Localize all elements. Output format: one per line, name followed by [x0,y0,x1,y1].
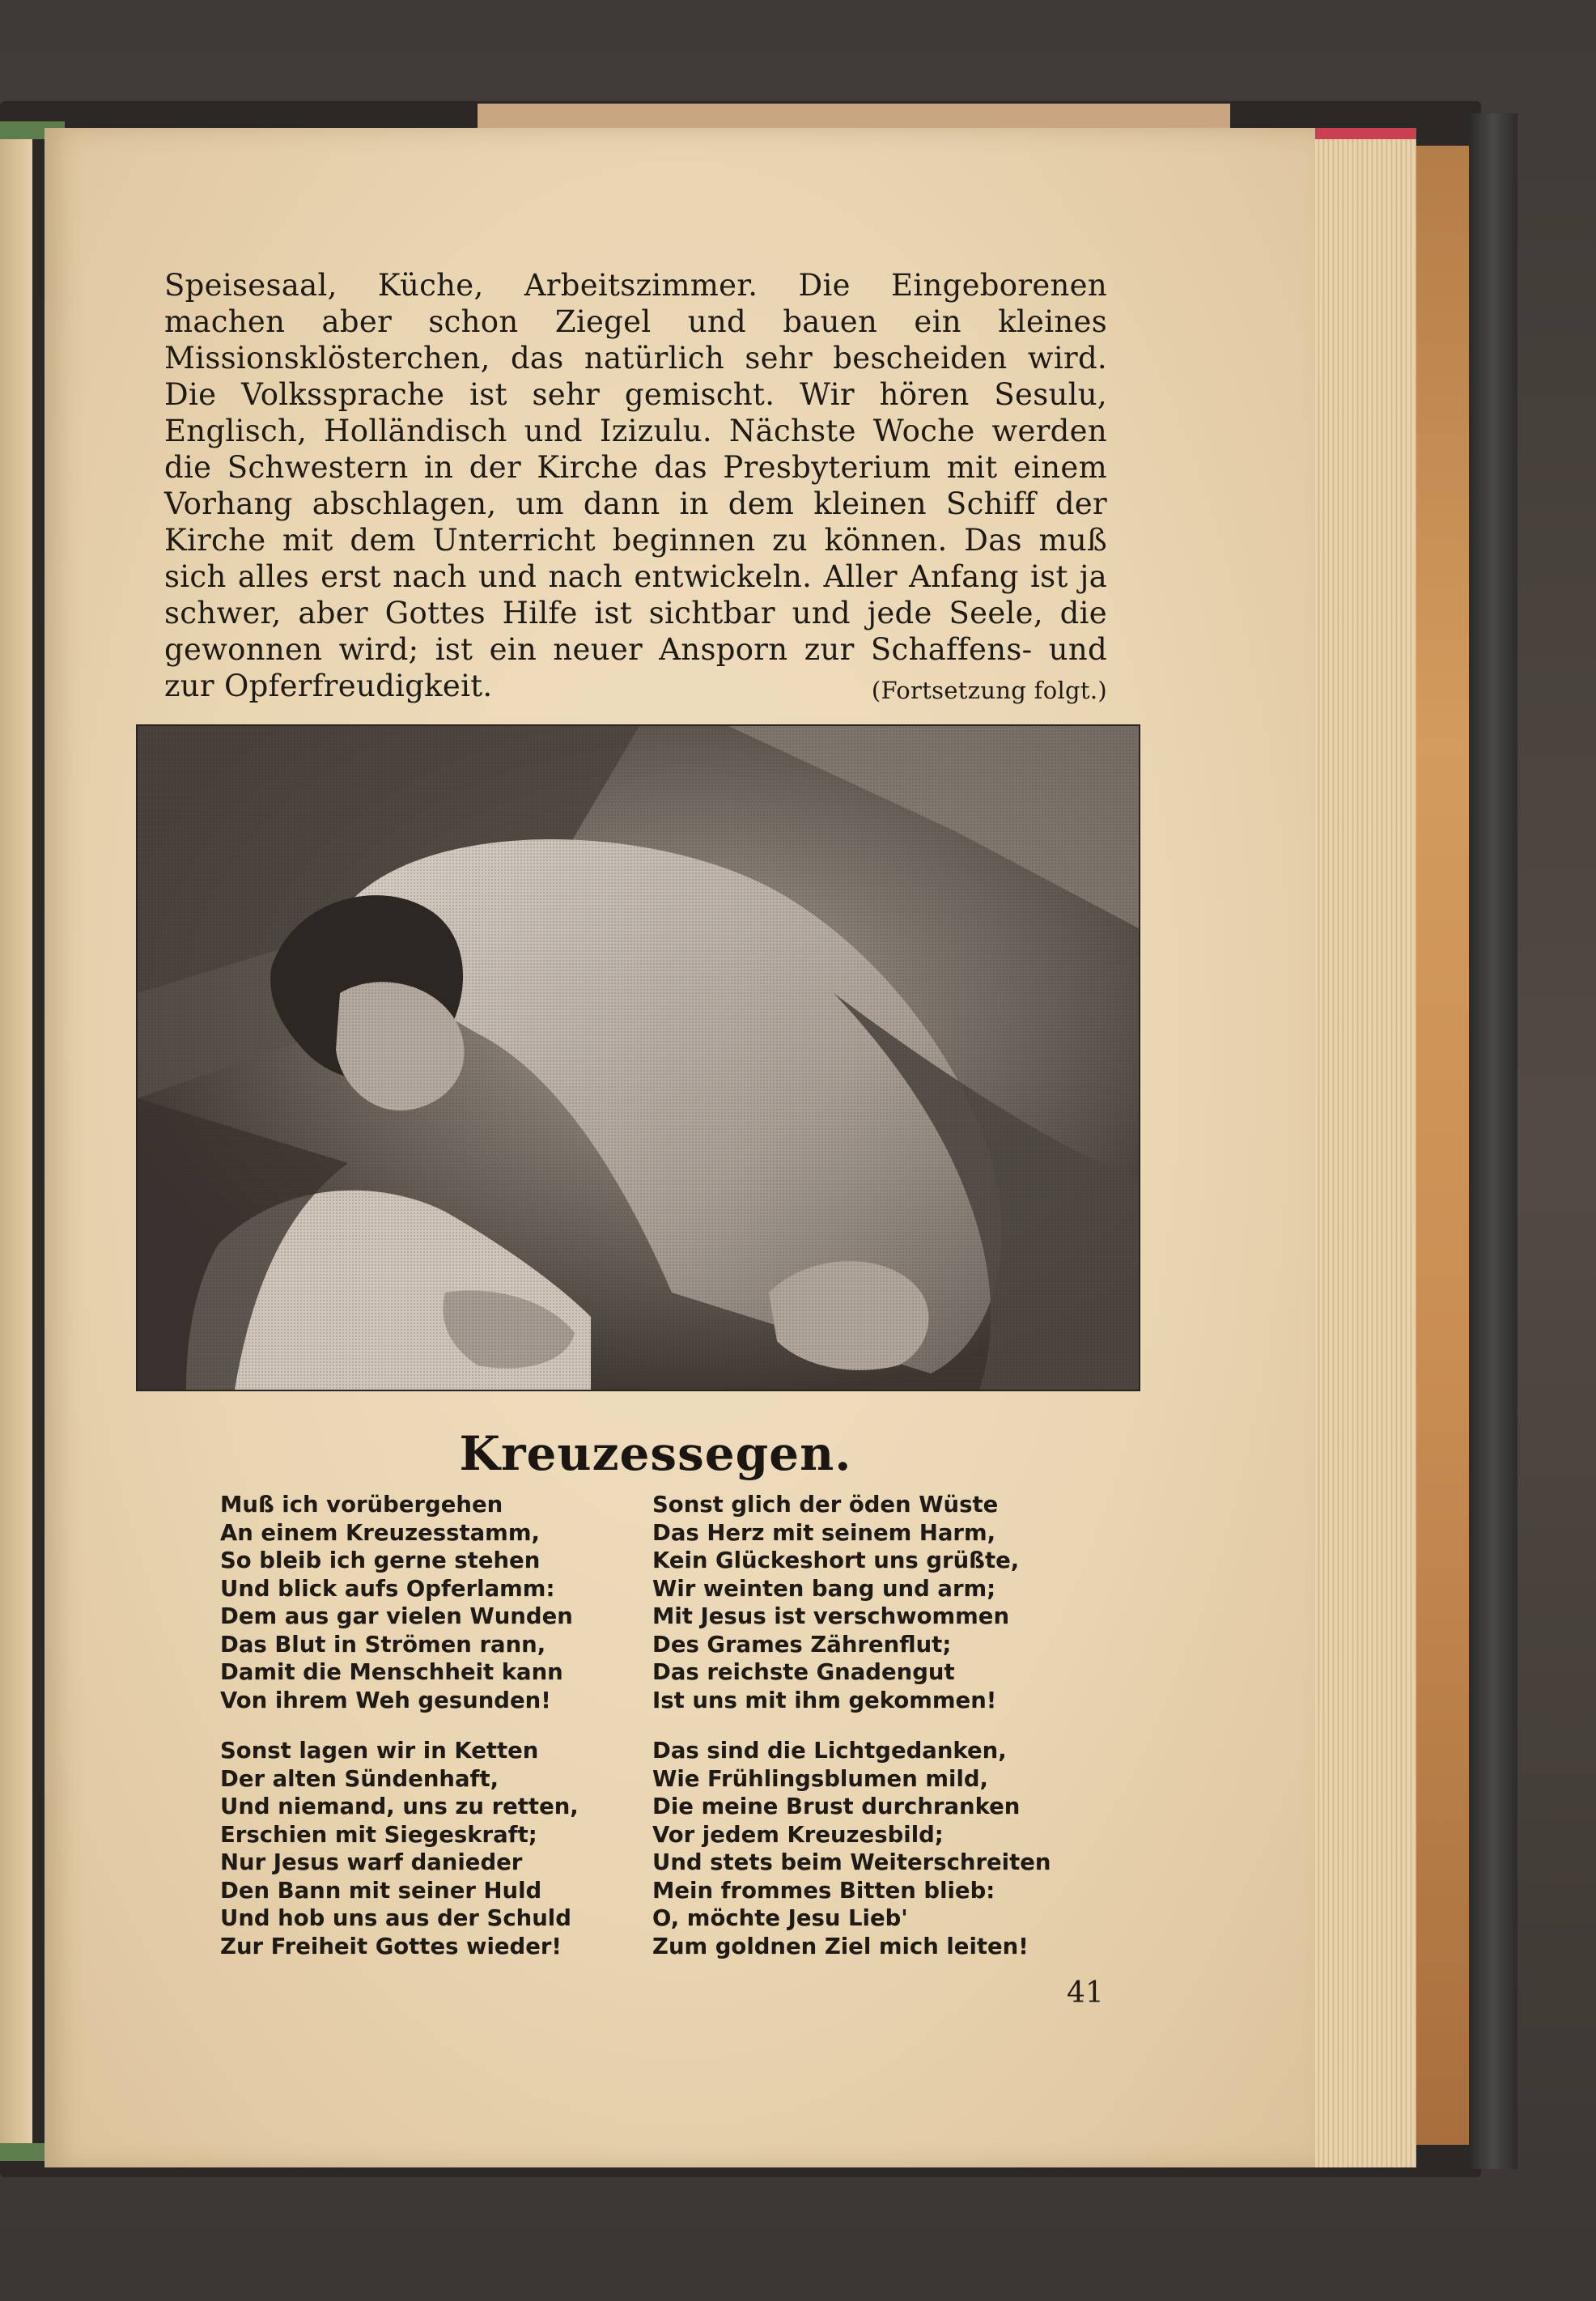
illustration-christ-praying [136,724,1140,1391]
halftone-illustration [138,726,1139,1390]
poem-line: Mein frommes Bitten blieb: [652,1877,995,1904]
poem-line: So bleib ich gerne stehen [220,1547,541,1573]
marbled-endpaper [1416,146,1469,2145]
poem-title: Kreuzessegen. [459,1426,852,1481]
halftone-screen [138,726,1139,1390]
poem-line: Dem aus gar vielen Wunden [220,1603,573,1629]
facing-page-edge [0,121,32,2161]
article-continuation [164,267,1107,709]
red-page-edge [1315,128,1416,139]
poem-line: Damit die Menschheit kann [220,1659,563,1685]
poem-line: Die meine Brust durchranken [652,1794,1021,1819]
poem-line: An einem Kreuzesstamm, [220,1519,540,1546]
poem-line: Den Bann mit seiner Huld [220,1877,542,1904]
poem-stanza-3 [220,1737,579,1960]
poem-line: Zum goldnen Ziel mich leiten! [652,1933,1029,1959]
poem-line: Und stets beim Weiterschreiten [652,1849,1051,1875]
poem-line: Und niemand, uns zu retten, [220,1794,579,1819]
poem-line: Zur Freiheit Gottes wieder! [220,1933,562,1959]
page-number: 41 [1067,1976,1104,2010]
poem-line: Das sind die Lichtgedanken, [652,1738,1007,1764]
poem-line: Von ihrem Weh gesunden! [220,1687,551,1713]
poem-line: Des Grames Zährenflut; [652,1631,952,1658]
poem-stanza-1 [220,1491,573,1714]
article-paragraph [164,267,1107,704]
poem-line: Sonst glich der öden Wüste [652,1492,999,1518]
poem-line: Kein Glückeshort uns grüßte, [652,1547,1020,1573]
poem-line: Nur Jesus warf danieder [220,1849,523,1875]
poem-line: Wie Frühlingsblumen mild, [652,1765,988,1792]
poem-line: Vor jedem Kreuzesbild; [652,1821,944,1848]
poem-line: Wir weinten bang und arm; [652,1575,996,1602]
poem-line: Erschien mit Siegeskraft; [220,1821,537,1848]
poem-line: Mit Jesus ist verschwommen [652,1603,1010,1629]
poem-line: Der alten Sündenhaft, [220,1765,499,1792]
poem-line: Und hob uns aus der Schuld [220,1905,571,1931]
poem-line: O, möchte Jesu Lieb' [652,1905,908,1931]
poem-stanza-2 [652,1491,1019,1714]
poem-line: Sonst lagen wir in Ketten [220,1738,539,1764]
continuation-note: (Fortsetzung folgt.) [871,677,1107,704]
book-cover-edge [1469,113,1517,2169]
poem-line: Und blick aufs Opferlamm: [220,1575,555,1602]
poem-line: Das Blut in Strömen rann, [220,1631,546,1658]
page-block-edges [1315,128,1416,2167]
poem-stanza-4 [652,1737,1051,1960]
poem-line: Das Herz mit seinem Harm, [652,1519,996,1546]
poem-line: Das reichste Gnadengut [652,1659,955,1685]
poem-line: Ist uns mit ihm gekommen! [652,1687,997,1713]
article-text: Speisesaal, Küche, Arbeitszimmer. Die Eingeborenen machen aber schon Ziegel und bauen ein kleines Missionsklösterchen, das natürlich sehr bescheiden wird. Die Volkssprache ist sehr gemischt. Wir hören Sesulu, Englisch, Holländisch und Izizulu. Nächste Woche werden die Schwestern in der Kirche das Presbyterium mit einem Vorhang abschlagen, um dann in dem kleinen Schiff der Kirche mit dem Unterricht beginnen zu können. Das muß sich alles erst nach und nach entwickeln. Aller Anfang ist ja schwer, aber Gottes Hilfe ist sichtbar und jede Seele, die gewonnen wird; ist ein neuer Ansporn zur Schaffens- und zur Opferfreudigkeit. [164,268,1107,703]
poem-line: Muß ich vorübergehen [220,1492,503,1518]
